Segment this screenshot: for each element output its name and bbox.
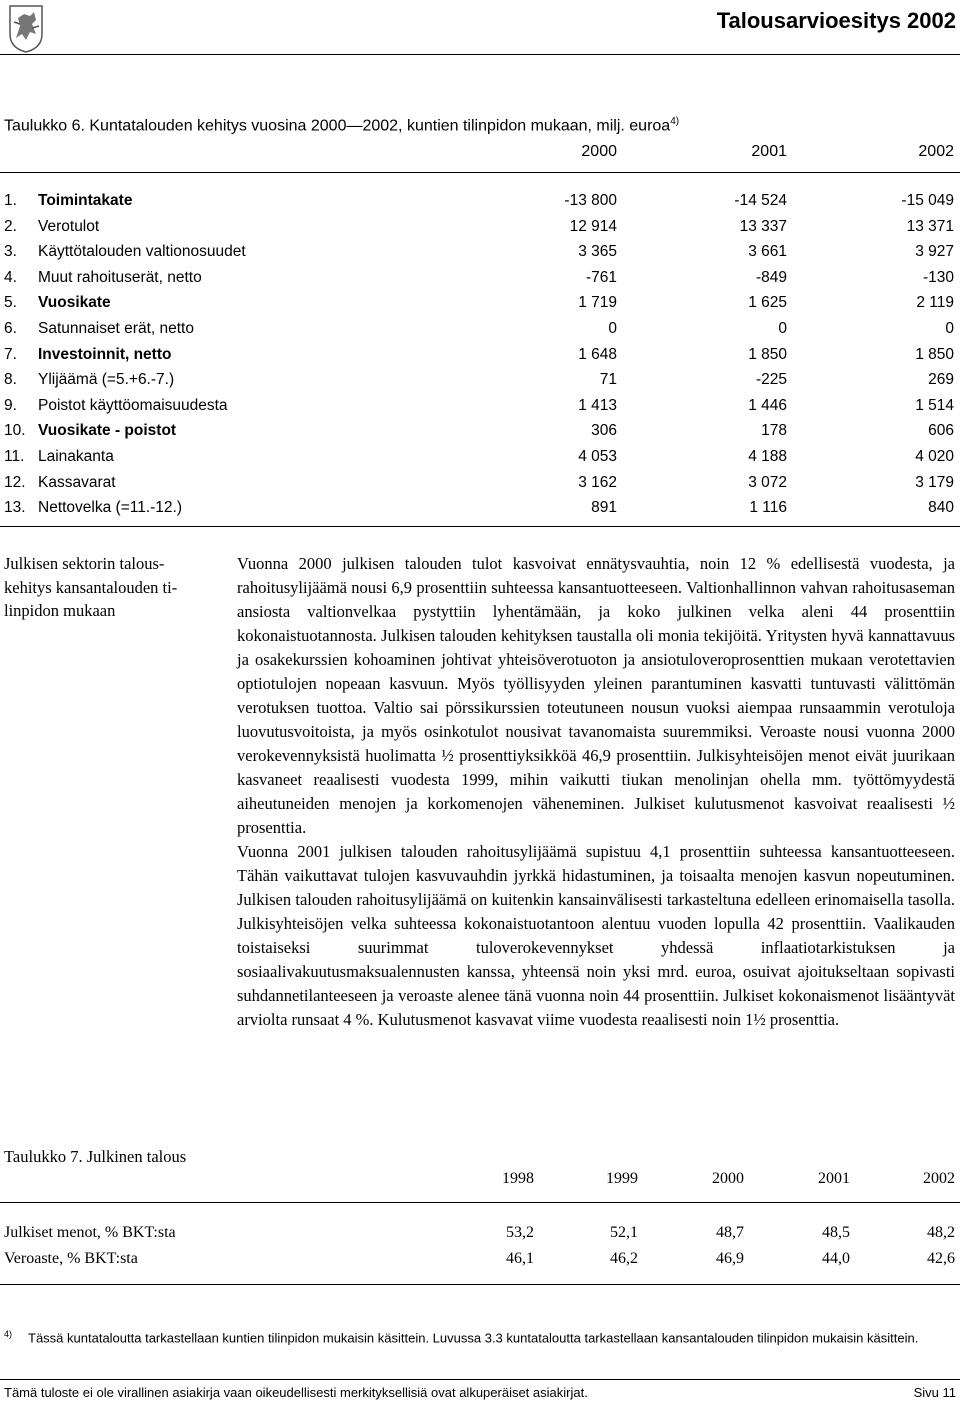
cell-2000: 1 719 xyxy=(578,294,617,312)
table6-bottom-divider xyxy=(0,526,960,527)
table6-header-divider xyxy=(0,172,960,173)
table7-year-header: 1998 xyxy=(502,1170,534,1187)
cell-2002: 48,2 xyxy=(927,1224,955,1241)
table-row xyxy=(0,218,960,244)
cell-2002: 2 119 xyxy=(916,294,954,312)
table-row xyxy=(0,422,960,448)
footnote xyxy=(4,1326,956,1346)
cell-2002: 3 179 xyxy=(915,473,954,491)
row-number: 13. xyxy=(4,499,26,517)
cell-2001: 44,0 xyxy=(822,1250,850,1267)
cell-2002: 606 xyxy=(928,422,954,440)
side-heading-line: kehitys kansantalouden ti- xyxy=(4,577,178,597)
row-label: Ylijäämä (=5.+6.-7.) xyxy=(38,371,175,389)
cell-2001: 48,5 xyxy=(822,1224,850,1241)
cell-2002: 269 xyxy=(928,371,954,389)
cell-2000: 3 162 xyxy=(578,473,617,491)
cell-2002: -130 xyxy=(922,268,954,286)
row-number: 1. xyxy=(4,192,17,209)
row-label: Julkiset menot, % BKT:sta xyxy=(4,1224,176,1241)
table-row xyxy=(0,1250,960,1276)
table7-year-header: 2001 xyxy=(818,1170,850,1187)
cell-1999: 46,2 xyxy=(610,1250,638,1267)
side-heading-line: Julkisen sektorin talous- xyxy=(4,554,165,573)
table6-body xyxy=(0,192,960,525)
row-number: 3. xyxy=(4,243,17,261)
cell-2000: 1 413 xyxy=(578,396,617,414)
cell-2001: -14 524 xyxy=(734,192,787,209)
finnish-lion-emblem-icon xyxy=(6,4,46,54)
row-label: Kassavarat xyxy=(38,473,116,491)
cell-2001: -849 xyxy=(755,268,787,286)
row-label: Muut rahoituserät, netto xyxy=(38,268,202,286)
row-label: Nettovelka (=11.-12.) xyxy=(38,499,183,517)
cell-2001: 1 625 xyxy=(748,294,787,312)
row-number: 12. xyxy=(4,473,26,491)
footnote-text: Tässä kuntataloutta tarkastellaan kuntien tilinpidon mukaisin käsittein. Luvussa 3.3 kuntataloutta tarkastellaan kansantalouden tilinpidon mukaisin käsittein. xyxy=(28,1330,919,1346)
table-row xyxy=(0,448,960,474)
table-row xyxy=(0,192,960,218)
row-label: Verotulot xyxy=(38,217,100,235)
table-row xyxy=(0,499,960,525)
table7-year-header: 1999 xyxy=(606,1170,638,1187)
footer-disclaimer: Tämä tuloste ei ole virallinen asiakirja vaan oikeudellisesti merkityksellisiä ovat alkuperäiset asiakirjat. xyxy=(4,1385,588,1400)
cell-2002: 0 xyxy=(945,319,954,337)
page-number: Sivu 11 xyxy=(913,1385,956,1400)
row-label: Vuosikate - poistot xyxy=(38,422,177,440)
table7-year-header: 2000 xyxy=(712,1170,744,1187)
cell-2001: -225 xyxy=(755,371,787,389)
cell-1999: 52,1 xyxy=(610,1224,638,1241)
cell-2000: 0 xyxy=(608,319,617,337)
document-header-title: Talousarvioesitys 2002 xyxy=(716,8,956,33)
cell-2001: 3 072 xyxy=(748,473,787,491)
cell-2000: 891 xyxy=(591,499,617,517)
cell-2000: -13 800 xyxy=(564,192,617,209)
cell-1998: 46,1 xyxy=(506,1250,534,1267)
row-number: 2. xyxy=(4,217,17,235)
row-label: Toimintakate xyxy=(38,192,133,209)
cell-2002: 13 371 xyxy=(906,217,954,235)
row-number: 8. xyxy=(4,371,17,389)
table-row xyxy=(0,269,960,295)
table7-bottom-divider xyxy=(0,1284,960,1285)
row-label: Poistot käyttöomaisuudesta xyxy=(38,396,228,414)
table-row xyxy=(0,243,960,269)
cell-2000: 71 xyxy=(599,371,617,389)
cell-2002: 3 927 xyxy=(915,243,954,261)
cell-2000: 4 053 xyxy=(578,447,617,465)
table6-caption-footnote-ref: 4) xyxy=(670,116,680,127)
cell-2000: 46,9 xyxy=(716,1250,744,1267)
row-number: 6. xyxy=(4,319,17,337)
table7-header-divider xyxy=(0,1202,960,1203)
cell-2002: 1 514 xyxy=(915,396,954,414)
paragraph: Vuonna 2000 julkisen talouden tulot kasvoivat ennätysvauhtia, noin 12 % edellisestä vuodesta, ja rahoitusylijäämä nousi 6,9 prosenttiin suhteessa kansantuotteeseen. Valtionhallinnon vahvan rahoitusaseman ansiosta valtionvelkaa pystyttiin lyhentämään, ja koko julkinen velka aleni 44 prosenttiin kokonaistuotannosta. Julkisen talouden kehityksen taustalla oli monia tekijöitä. Yritysten hyvä kannattavuus ja osakekurssien kohoaminen johtivat yhteisöverotuoton ja ansiotuloveroprosenttien mukaan verotettavien optiotulojen nopeaan kasvuun. Myös työllisyyden yleinen parantuminen kasvatti tuntuvasti välittömän verotuksen tuottoa. Valtio sai pörssikurssien toteutuneen nousun vuoksi aiempaa runsaammin verotuloja luovutusvoitoista, ja myös osinkotulot nousivat tavanomaista suuremmiksi. Veroaste nousi vuonna 2000 verokevennyksistä huolimatta ½ prosenttiyksikköä 46,9 prosenttiin. Julkisyhteisöjen menot eivät juurikaan kasvaneet reaalisesti vuodesta 1999, mihin vaikutti tiukan menolinjan ohella mm. työttömyydestä aiheutuneiden menojen ja korkomenojen väheneminen. Julkiset kulutusmenot kasvoivat reaalisesti ½ prosenttia. xyxy=(237,554,955,837)
cell-2001: 0 xyxy=(778,319,787,337)
cell-2001: 1 116 xyxy=(749,499,787,517)
row-number: 9. xyxy=(4,396,17,414)
cell-2001: 3 661 xyxy=(748,243,787,261)
table7-year-header: 2002 xyxy=(923,1170,955,1187)
row-number: 5. xyxy=(4,294,17,312)
table-row xyxy=(0,346,960,372)
cell-2001: 13 337 xyxy=(739,217,787,235)
table6-caption-text: Taulukko 6. Kuntatalouden kehitys vuosina 2000—2002, kuntien tilinpidon mukaan, milj. euroa xyxy=(4,117,671,135)
paragraph: Vuonna 2001 julkisen talouden rahoitusylijäämä supistuu 4,1 prosenttiin suhteessa kansantuotteeseen. Tähän vaikuttavat tulojen kasvuvauhdin jyrkkä hidastuminen, ja toisaalta menojen kasvun nopeutuminen. Julkisen talouden rahoitusylijäämä on kuitenkin kansainvälisesti tarkasteltuna edelleen erinomaisella tasolla. Julkisyhteisöjen velka suhteessa kokonaistuotantoon alentuu vuoden lopulla 42 prosenttiin. Vaalikauden toistaiseksi suurimmat tuloverokevennykset yhdessä inflaatiotarkistuksen ja sosiaalivakuutusmaksualennusten kanssa, yhteensä noin yksi mrd. euroa, osuivat ajoitukseltaan sopivasti suhdannetilanteeseen ja veroaste alenee tänä vuonna noin 44 prosenttiin. Julkiset kokonaismenot lisääntyvät arviolta runsaat 4 %. Kulutusmenot kasvavat viime vuodesta reaalisesti noin 1½ prosenttia. xyxy=(237,842,955,1029)
table-row xyxy=(0,371,960,397)
table-row xyxy=(0,320,960,346)
table-row xyxy=(0,1224,960,1250)
cell-2000: -761 xyxy=(585,268,617,286)
cell-2002: -15 049 xyxy=(901,192,954,209)
cell-2000: 12 914 xyxy=(569,217,617,235)
table7-header-row xyxy=(0,1170,960,1196)
cell-2002: 42,6 xyxy=(927,1250,955,1267)
row-label: Satunnaiset erät, netto xyxy=(38,319,194,337)
header-divider xyxy=(0,54,960,55)
table7-caption: Taulukko 7. Julkinen talous xyxy=(4,1147,187,1166)
cell-2001: 178 xyxy=(761,422,787,440)
cell-2002: 1 850 xyxy=(915,345,954,363)
cell-2002: 840 xyxy=(928,499,954,517)
side-heading-line: linpidon mukaan xyxy=(4,601,116,620)
footer-divider xyxy=(0,1379,960,1380)
table-row xyxy=(0,397,960,423)
row-label: Veroaste, % BKT:sta xyxy=(4,1250,138,1267)
cell-2001: 4 188 xyxy=(748,447,787,465)
footnote-marker: 4) xyxy=(4,1329,13,1339)
cell-2002: 4 020 xyxy=(915,447,954,465)
table6-year-header: 2001 xyxy=(751,143,787,160)
table7-body xyxy=(0,1224,960,1276)
row-number: 10. xyxy=(4,422,26,440)
table7 xyxy=(0,1170,960,1196)
cell-2000: 1 648 xyxy=(578,345,617,363)
cell-2001: 1 446 xyxy=(748,396,787,414)
table-row xyxy=(0,474,960,500)
table6-year-header: 2002 xyxy=(918,143,954,160)
row-number: 4. xyxy=(4,268,17,286)
row-label: Käyttötalouden valtionosuudet xyxy=(38,243,246,261)
body-text xyxy=(237,552,955,1032)
table-row xyxy=(0,294,960,320)
cell-2000: 48,7 xyxy=(716,1224,744,1241)
table6-caption xyxy=(4,116,679,135)
side-heading xyxy=(4,552,234,623)
row-number: 11. xyxy=(4,447,25,465)
row-label: Investoinnit, netto xyxy=(38,345,172,363)
cell-1998: 53,2 xyxy=(506,1224,534,1241)
table6-year-header: 2000 xyxy=(581,143,617,160)
cell-2000: 306 xyxy=(591,422,617,440)
row-label: Vuosikate xyxy=(38,294,111,312)
cell-2000: 3 365 xyxy=(578,243,617,261)
cell-2001: 1 850 xyxy=(748,345,787,363)
row-number: 7. xyxy=(4,345,17,363)
row-label: Lainakanta xyxy=(38,447,114,465)
